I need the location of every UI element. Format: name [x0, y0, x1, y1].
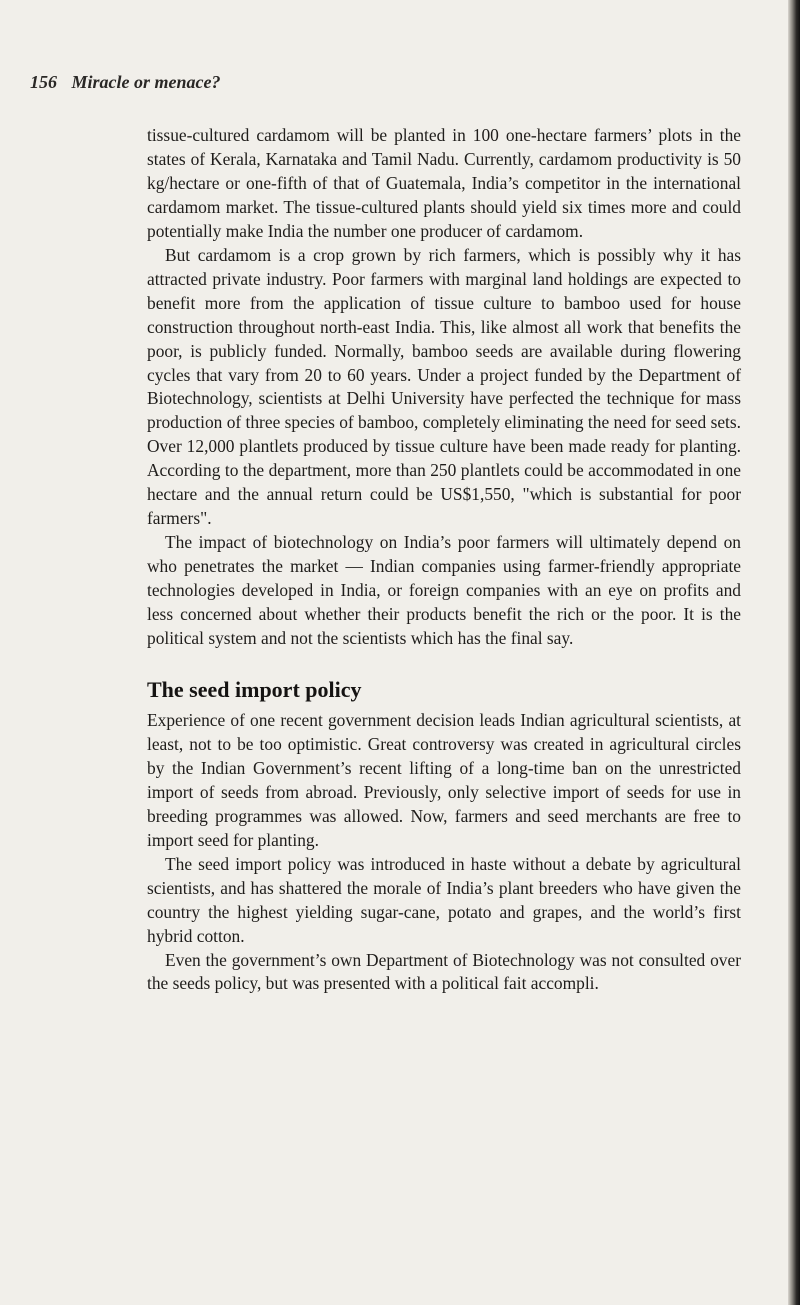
paragraph: The seed import policy was introduced in haste without a debate by agricultural scientists, and has shattered the morale of India’s plant breeders who have given the country the highest yielding sugar-cane, potato and grapes, and the world’s first hybrid cotton. — [147, 853, 741, 946]
section-heading: The seed import policy — [147, 676, 362, 702]
body-text — [147, 124, 741, 996]
paragraph: Even the government’s own Department of Biotechnology was not consulted over the seeds policy, but was presented with a political fait accompli. — [147, 949, 741, 994]
paragraph: tissue-cultured cardamom will be planted in 100 one-hectare farmers’ plots in the states of Kerala, Karnataka and Tamil Nadu. Currently, cardamom productivity is 50 kg/hectare or one-fifth of that of Guatemala, India’s competitor in the international cardamom market. The tissue-cultured plants should yield six times more and could potentially make India the number one producer of cardamom. — [147, 125, 741, 241]
paragraph: But cardamom is a crop grown by rich farmers, which is possibly why it has attracted private industry. Poor farmers with marginal land holdings are expected to benefit more from the application of tissue culture to bamboo used for house construction throughout north-east India. This, like almost all work that benefits the poor, is publicly funded. Normally, bamboo seeds are available during flowering cycles that vary from 20 to 60 years. Under a project funded by the Department of Biotechnology, scientists at Delhi University have perfected the technique for mass production of three species of bamboo, completely eliminating the need for seed sets. Over 12,000 plantlets produced by tissue culture have been made ready for planting. According to the department, more than 250 plantlets could be accommodated in one hectare and the annual return could be US$1,550, "which is substantial for poor farmers". — [147, 244, 741, 529]
running-head — [30, 72, 220, 93]
running-title: Miracle or menace? — [71, 72, 221, 92]
page-number: 156 — [30, 72, 57, 92]
paragraph: The impact of biotechnology on India’s poor farmers will ultimately depend on who penetrates the market — Indian companies using farmer-friendly appropriate technologies developed in India, or foreign companies with an eye on profits and less concerned about whether their products benefit the rich or the poor. It is the political system and not the scientists which has the final say. — [147, 532, 741, 649]
paragraph: Experience of one recent government decision leads Indian agricultural scientists, at least, not to be too optimistic. Great controversy was created in agricultural circles by the Indian Government’s recent lifting of a long-time ban on the unrestricted import of seeds from abroad. Previously, only selective import of seeds for use in breeding programmes was allowed. Now, farmers and seed merchants are free to import seed for planting. — [147, 709, 741, 850]
page-edge-shadow — [788, 0, 800, 1305]
